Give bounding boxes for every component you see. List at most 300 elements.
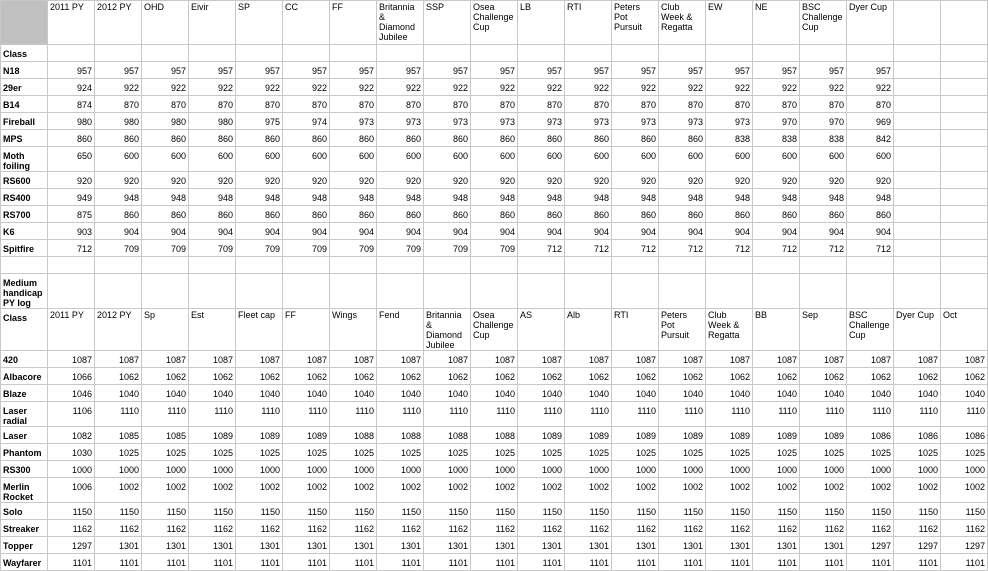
value-cell[interactable]: 920 <box>424 172 471 189</box>
value-cell[interactable]: 1297 <box>847 537 894 554</box>
value-cell[interactable]: 1062 <box>847 368 894 385</box>
value-cell[interactable]: 600 <box>236 147 283 172</box>
value-cell[interactable]: 957 <box>424 62 471 79</box>
value-cell[interactable]: 922 <box>800 79 847 96</box>
value-cell[interactable] <box>894 62 941 79</box>
value-cell[interactable]: 600 <box>800 147 847 172</box>
column-header[interactable]: Oct <box>941 309 988 351</box>
value-cell[interactable]: 1002 <box>518 478 565 503</box>
value-cell[interactable] <box>894 147 941 172</box>
value-cell[interactable]: 1087 <box>283 351 330 368</box>
value-cell[interactable]: 1087 <box>48 351 95 368</box>
value-cell[interactable]: 973 <box>612 113 659 130</box>
value-cell[interactable]: 870 <box>330 96 377 113</box>
value-cell[interactable] <box>894 130 941 147</box>
value-cell[interactable]: 1087 <box>706 351 753 368</box>
value-cell[interactable]: 948 <box>236 189 283 206</box>
value-cell[interactable] <box>941 206 988 223</box>
value-cell[interactable]: 948 <box>283 189 330 206</box>
value-cell[interactable]: 1150 <box>142 503 189 520</box>
column-header[interactable]: BB <box>753 309 800 351</box>
value-cell[interactable]: 1101 <box>941 554 988 571</box>
empty-cell[interactable] <box>565 274 612 309</box>
value-cell[interactable]: 1002 <box>236 478 283 503</box>
value-cell[interactable]: 1002 <box>565 478 612 503</box>
value-cell[interactable]: 1025 <box>612 444 659 461</box>
value-cell[interactable]: 957 <box>471 62 518 79</box>
value-cell[interactable]: 860 <box>377 130 424 147</box>
column-header[interactable]: NE <box>753 1 800 45</box>
empty-cell[interactable] <box>330 45 377 62</box>
value-cell[interactable]: 920 <box>330 172 377 189</box>
value-cell[interactable]: 1000 <box>518 461 565 478</box>
column-header[interactable]: Osea Challenge Cup <box>471 309 518 351</box>
value-cell[interactable]: 922 <box>518 79 565 96</box>
value-cell[interactable]: 1162 <box>894 520 941 537</box>
value-cell[interactable]: 1301 <box>565 537 612 554</box>
value-cell[interactable]: 874 <box>48 96 95 113</box>
row-label[interactable]: Laser radial <box>1 402 48 427</box>
column-header[interactable] <box>941 1 988 45</box>
value-cell[interactable]: 600 <box>189 147 236 172</box>
value-cell[interactable]: 920 <box>753 172 800 189</box>
value-cell[interactable]: 870 <box>847 96 894 113</box>
value-cell[interactable]: 1301 <box>95 537 142 554</box>
value-cell[interactable]: 1040 <box>941 385 988 402</box>
row-label[interactable]: Wayfarer <box>1 554 48 571</box>
empty-cell[interactable] <box>236 45 283 62</box>
value-cell[interactable]: 1101 <box>800 554 847 571</box>
value-cell[interactable]: 948 <box>847 189 894 206</box>
value-cell[interactable]: 870 <box>800 96 847 113</box>
value-cell[interactable]: 709 <box>377 240 424 257</box>
value-cell[interactable]: 650 <box>48 147 95 172</box>
value-cell[interactable]: 948 <box>518 189 565 206</box>
value-cell[interactable]: 860 <box>236 206 283 223</box>
row-label[interactable]: Blaze <box>1 385 48 402</box>
value-cell[interactable]: 975 <box>236 113 283 130</box>
column-header[interactable]: FF <box>283 309 330 351</box>
empty-cell[interactable] <box>189 257 236 274</box>
empty-cell[interactable] <box>471 274 518 309</box>
value-cell[interactable]: 1000 <box>706 461 753 478</box>
value-cell[interactable]: 1150 <box>753 503 800 520</box>
value-cell[interactable]: 1101 <box>142 554 189 571</box>
value-cell[interactable]: 1150 <box>612 503 659 520</box>
value-cell[interactable]: 1089 <box>189 427 236 444</box>
value-cell[interactable] <box>941 223 988 240</box>
value-cell[interactable]: 860 <box>800 206 847 223</box>
value-cell[interactable]: 1162 <box>283 520 330 537</box>
column-header[interactable]: Dyer Cup <box>847 1 894 45</box>
empty-cell[interactable] <box>800 257 847 274</box>
value-cell[interactable]: 1110 <box>706 402 753 427</box>
empty-cell[interactable] <box>189 45 236 62</box>
value-cell[interactable]: 1110 <box>894 402 941 427</box>
value-cell[interactable] <box>894 189 941 206</box>
value-cell[interactable]: 1025 <box>800 444 847 461</box>
value-cell[interactable]: 1040 <box>894 385 941 402</box>
value-cell[interactable]: 922 <box>847 79 894 96</box>
value-cell[interactable]: 1150 <box>941 503 988 520</box>
value-cell[interactable]: 1000 <box>894 461 941 478</box>
value-cell[interactable]: 1066 <box>48 368 95 385</box>
value-cell[interactable]: 1101 <box>706 554 753 571</box>
column-header[interactable]: Fend <box>377 309 424 351</box>
row-label[interactable]: MPS <box>1 130 48 147</box>
value-cell[interactable]: 1301 <box>659 537 706 554</box>
value-cell[interactable]: 1000 <box>95 461 142 478</box>
value-cell[interactable]: 1040 <box>800 385 847 402</box>
value-cell[interactable]: 920 <box>565 172 612 189</box>
value-cell[interactable]: 600 <box>377 147 424 172</box>
value-cell[interactable]: 1086 <box>941 427 988 444</box>
value-cell[interactable]: 860 <box>659 206 706 223</box>
value-cell[interactable]: 1002 <box>941 478 988 503</box>
value-cell[interactable]: 1089 <box>236 427 283 444</box>
value-cell[interactable]: 1087 <box>518 351 565 368</box>
value-cell[interactable]: 1150 <box>565 503 612 520</box>
row-label[interactable]: RS300 <box>1 461 48 478</box>
value-cell[interactable]: 1082 <box>48 427 95 444</box>
value-cell[interactable]: 904 <box>236 223 283 240</box>
value-cell[interactable]: 1025 <box>894 444 941 461</box>
value-cell[interactable]: 600 <box>471 147 518 172</box>
value-cell[interactable]: 1150 <box>518 503 565 520</box>
value-cell[interactable]: 957 <box>518 62 565 79</box>
value-cell[interactable]: 922 <box>706 79 753 96</box>
value-cell[interactable]: 1162 <box>800 520 847 537</box>
value-cell[interactable]: 1000 <box>330 461 377 478</box>
value-cell[interactable]: 1002 <box>894 478 941 503</box>
value-cell[interactable]: 1040 <box>847 385 894 402</box>
value-cell[interactable]: 1000 <box>283 461 330 478</box>
value-cell[interactable]: 957 <box>283 62 330 79</box>
value-cell[interactable]: 1002 <box>95 478 142 503</box>
column-header[interactable]: Osea Challenge Cup <box>471 1 518 45</box>
value-cell[interactable]: 1088 <box>471 427 518 444</box>
empty-cell[interactable] <box>471 257 518 274</box>
value-cell[interactable] <box>941 79 988 96</box>
value-cell[interactable]: 1162 <box>659 520 706 537</box>
value-cell[interactable]: 1110 <box>377 402 424 427</box>
value-cell[interactable]: 1087 <box>189 351 236 368</box>
column-header[interactable]: Sep <box>800 309 847 351</box>
value-cell[interactable]: 1040 <box>142 385 189 402</box>
value-cell[interactable]: 860 <box>753 206 800 223</box>
value-cell[interactable]: 1062 <box>894 368 941 385</box>
value-cell[interactable]: 1062 <box>142 368 189 385</box>
column-header[interactable]: Peters Pot Pursuit <box>612 1 659 45</box>
value-cell[interactable]: 860 <box>471 206 518 223</box>
value-cell[interactable]: 1002 <box>753 478 800 503</box>
value-cell[interactable]: 600 <box>283 147 330 172</box>
column-header[interactable]: CC <box>283 1 330 45</box>
value-cell[interactable]: 922 <box>424 79 471 96</box>
value-cell[interactable]: 1087 <box>894 351 941 368</box>
value-cell[interactable]: 709 <box>471 240 518 257</box>
empty-cell[interactable] <box>189 274 236 309</box>
value-cell[interactable]: 1297 <box>941 537 988 554</box>
value-cell[interactable]: 948 <box>753 189 800 206</box>
value-cell[interactable]: 860 <box>424 206 471 223</box>
value-cell[interactable]: 1150 <box>894 503 941 520</box>
value-cell[interactable]: 1062 <box>95 368 142 385</box>
value-cell[interactable]: 973 <box>706 113 753 130</box>
value-cell[interactable]: 1087 <box>753 351 800 368</box>
empty-cell[interactable] <box>142 45 189 62</box>
value-cell[interactable]: 957 <box>612 62 659 79</box>
value-cell[interactable]: 1089 <box>283 427 330 444</box>
value-cell[interactable]: 904 <box>612 223 659 240</box>
value-cell[interactable]: 948 <box>377 189 424 206</box>
value-cell[interactable]: 870 <box>565 96 612 113</box>
value-cell[interactable]: 1162 <box>377 520 424 537</box>
value-cell[interactable]: 1101 <box>330 554 377 571</box>
value-cell[interactable]: 1025 <box>706 444 753 461</box>
value-cell[interactable]: 1150 <box>471 503 518 520</box>
empty-cell[interactable] <box>1 257 48 274</box>
value-cell[interactable]: 1301 <box>377 537 424 554</box>
value-cell[interactable]: 1000 <box>847 461 894 478</box>
value-cell[interactable]: 870 <box>283 96 330 113</box>
value-cell[interactable]: 957 <box>847 62 894 79</box>
value-cell[interactable]: 712 <box>659 240 706 257</box>
value-cell[interactable]: 870 <box>377 96 424 113</box>
value-cell[interactable]: 1110 <box>518 402 565 427</box>
empty-cell[interactable] <box>283 257 330 274</box>
value-cell[interactable]: 957 <box>659 62 706 79</box>
value-cell[interactable]: 1110 <box>800 402 847 427</box>
value-cell[interactable]: 712 <box>706 240 753 257</box>
value-cell[interactable]: 1025 <box>189 444 236 461</box>
column-header[interactable]: Dyer Cup <box>894 309 941 351</box>
value-cell[interactable]: 1000 <box>424 461 471 478</box>
value-cell[interactable]: 1150 <box>189 503 236 520</box>
column-header[interactable]: 2011 PY <box>48 1 95 45</box>
value-cell[interactable] <box>941 96 988 113</box>
value-cell[interactable]: 860 <box>189 206 236 223</box>
empty-cell[interactable] <box>518 274 565 309</box>
column-header[interactable]: EW <box>706 1 753 45</box>
value-cell[interactable]: 904 <box>424 223 471 240</box>
value-cell[interactable]: 870 <box>612 96 659 113</box>
value-cell[interactable]: 1110 <box>612 402 659 427</box>
value-cell[interactable]: 1006 <box>48 478 95 503</box>
row-label[interactable]: B14 <box>1 96 48 113</box>
value-cell[interactable]: 1002 <box>283 478 330 503</box>
value-cell[interactable]: 1000 <box>941 461 988 478</box>
empty-cell[interactable] <box>800 274 847 309</box>
value-cell[interactable]: 1002 <box>471 478 518 503</box>
value-cell[interactable]: 1025 <box>518 444 565 461</box>
value-cell[interactable] <box>894 113 941 130</box>
value-cell[interactable]: 1062 <box>236 368 283 385</box>
value-cell[interactable]: 904 <box>95 223 142 240</box>
value-cell[interactable]: 948 <box>471 189 518 206</box>
value-cell[interactable] <box>894 79 941 96</box>
value-cell[interactable]: 1087 <box>847 351 894 368</box>
value-cell[interactable]: 1040 <box>424 385 471 402</box>
value-cell[interactable]: 860 <box>283 130 330 147</box>
value-cell[interactable]: 920 <box>95 172 142 189</box>
value-cell[interactable]: 920 <box>612 172 659 189</box>
value-cell[interactable]: 1162 <box>612 520 659 537</box>
value-cell[interactable]: 1025 <box>424 444 471 461</box>
value-cell[interactable]: 709 <box>95 240 142 257</box>
value-cell[interactable]: 1162 <box>753 520 800 537</box>
value-cell[interactable]: 920 <box>518 172 565 189</box>
value-cell[interactable]: 860 <box>659 130 706 147</box>
value-cell[interactable]: 922 <box>330 79 377 96</box>
value-cell[interactable]: 1087 <box>471 351 518 368</box>
value-cell[interactable]: 904 <box>565 223 612 240</box>
empty-cell[interactable] <box>894 274 941 309</box>
class-label[interactable]: Class <box>1 309 48 351</box>
value-cell[interactable]: 920 <box>142 172 189 189</box>
value-cell[interactable]: 1162 <box>565 520 612 537</box>
value-cell[interactable]: 920 <box>189 172 236 189</box>
value-cell[interactable]: 838 <box>753 130 800 147</box>
value-cell[interactable]: 1162 <box>424 520 471 537</box>
value-cell[interactable]: 870 <box>95 96 142 113</box>
value-cell[interactable]: 1002 <box>424 478 471 503</box>
value-cell[interactable]: 1040 <box>189 385 236 402</box>
value-cell[interactable]: 712 <box>753 240 800 257</box>
value-cell[interactable]: 1002 <box>706 478 753 503</box>
value-cell[interactable]: 860 <box>142 130 189 147</box>
value-cell[interactable]: 860 <box>95 130 142 147</box>
value-cell[interactable]: 904 <box>518 223 565 240</box>
empty-cell[interactable] <box>142 274 189 309</box>
value-cell[interactable]: 1002 <box>800 478 847 503</box>
value-cell[interactable]: 904 <box>471 223 518 240</box>
empty-cell[interactable] <box>377 274 424 309</box>
value-cell[interactable]: 1110 <box>753 402 800 427</box>
empty-cell[interactable] <box>753 45 800 62</box>
row-label[interactable]: Spitfire <box>1 240 48 257</box>
empty-cell[interactable] <box>95 274 142 309</box>
row-label[interactable]: 29er <box>1 79 48 96</box>
value-cell[interactable]: 1101 <box>236 554 283 571</box>
column-header[interactable]: LB <box>518 1 565 45</box>
empty-cell[interactable] <box>847 257 894 274</box>
value-cell[interactable]: 1040 <box>236 385 283 402</box>
value-cell[interactable]: 860 <box>471 130 518 147</box>
empty-cell[interactable] <box>424 274 471 309</box>
value-cell[interactable]: 1101 <box>847 554 894 571</box>
value-cell[interactable]: 1301 <box>142 537 189 554</box>
value-cell[interactable]: 1030 <box>48 444 95 461</box>
value-cell[interactable]: 1025 <box>377 444 424 461</box>
value-cell[interactable]: 1087 <box>800 351 847 368</box>
value-cell[interactable]: 1150 <box>659 503 706 520</box>
value-cell[interactable]: 1101 <box>189 554 236 571</box>
row-label[interactable]: Moth foiling <box>1 147 48 172</box>
value-cell[interactable]: 1150 <box>377 503 424 520</box>
empty-cell[interactable] <box>236 257 283 274</box>
value-cell[interactable]: 1025 <box>236 444 283 461</box>
value-cell[interactable]: 860 <box>95 206 142 223</box>
value-cell[interactable]: 1150 <box>283 503 330 520</box>
value-cell[interactable]: 957 <box>48 62 95 79</box>
row-label[interactable]: N18 <box>1 62 48 79</box>
value-cell[interactable]: 600 <box>142 147 189 172</box>
value-cell[interactable] <box>894 223 941 240</box>
empty-cell[interactable] <box>659 45 706 62</box>
value-cell[interactable]: 1150 <box>330 503 377 520</box>
value-cell[interactable] <box>941 130 988 147</box>
value-cell[interactable]: 870 <box>424 96 471 113</box>
empty-cell[interactable] <box>377 257 424 274</box>
value-cell[interactable]: 1000 <box>142 461 189 478</box>
value-cell[interactable]: 870 <box>236 96 283 113</box>
value-cell[interactable] <box>894 240 941 257</box>
value-cell[interactable]: 1162 <box>471 520 518 537</box>
value-cell[interactable]: 1002 <box>847 478 894 503</box>
row-label[interactable]: RS700 <box>1 206 48 223</box>
value-cell[interactable]: 870 <box>753 96 800 113</box>
column-header[interactable]: BSC Challenge Cup <box>800 1 847 45</box>
value-cell[interactable]: 1085 <box>95 427 142 444</box>
value-cell[interactable]: 948 <box>95 189 142 206</box>
value-cell[interactable] <box>894 206 941 223</box>
value-cell[interactable]: 860 <box>612 206 659 223</box>
value-cell[interactable]: 969 <box>847 113 894 130</box>
value-cell[interactable]: 1101 <box>753 554 800 571</box>
value-cell[interactable]: 1040 <box>377 385 424 402</box>
value-cell[interactable]: 860 <box>706 206 753 223</box>
value-cell[interactable]: 1162 <box>95 520 142 537</box>
value-cell[interactable]: 600 <box>424 147 471 172</box>
empty-cell[interactable] <box>48 274 95 309</box>
value-cell[interactable]: 1062 <box>330 368 377 385</box>
value-cell[interactable]: 1040 <box>95 385 142 402</box>
value-cell[interactable]: 712 <box>48 240 95 257</box>
empty-cell[interactable] <box>941 45 988 62</box>
value-cell[interactable]: 1089 <box>659 427 706 444</box>
value-cell[interactable]: 1000 <box>753 461 800 478</box>
value-cell[interactable]: 948 <box>424 189 471 206</box>
corner-cell[interactable] <box>1 1 48 45</box>
value-cell[interactable]: 1162 <box>142 520 189 537</box>
value-cell[interactable]: 870 <box>189 96 236 113</box>
empty-cell[interactable] <box>847 274 894 309</box>
value-cell[interactable]: 1002 <box>659 478 706 503</box>
value-cell[interactable]: 1000 <box>48 461 95 478</box>
class-label[interactable]: Class <box>1 45 48 62</box>
value-cell[interactable]: 1101 <box>659 554 706 571</box>
value-cell[interactable]: 957 <box>377 62 424 79</box>
value-cell[interactable]: 1062 <box>706 368 753 385</box>
value-cell[interactable]: 1085 <box>142 427 189 444</box>
value-cell[interactable]: 1101 <box>377 554 424 571</box>
column-header[interactable]: Club Week & Regatta <box>706 309 753 351</box>
column-header[interactable]: Eivir <box>189 1 236 45</box>
value-cell[interactable]: 860 <box>189 130 236 147</box>
row-label[interactable]: Solo <box>1 503 48 520</box>
value-cell[interactable]: 1025 <box>847 444 894 461</box>
value-cell[interactable]: 1089 <box>753 427 800 444</box>
value-cell[interactable]: 1062 <box>659 368 706 385</box>
value-cell[interactable]: 709 <box>283 240 330 257</box>
value-cell[interactable]: 920 <box>847 172 894 189</box>
empty-cell[interactable] <box>236 274 283 309</box>
empty-cell[interactable] <box>706 257 753 274</box>
value-cell[interactable]: 920 <box>48 172 95 189</box>
empty-cell[interactable] <box>95 45 142 62</box>
value-cell[interactable]: 1002 <box>612 478 659 503</box>
